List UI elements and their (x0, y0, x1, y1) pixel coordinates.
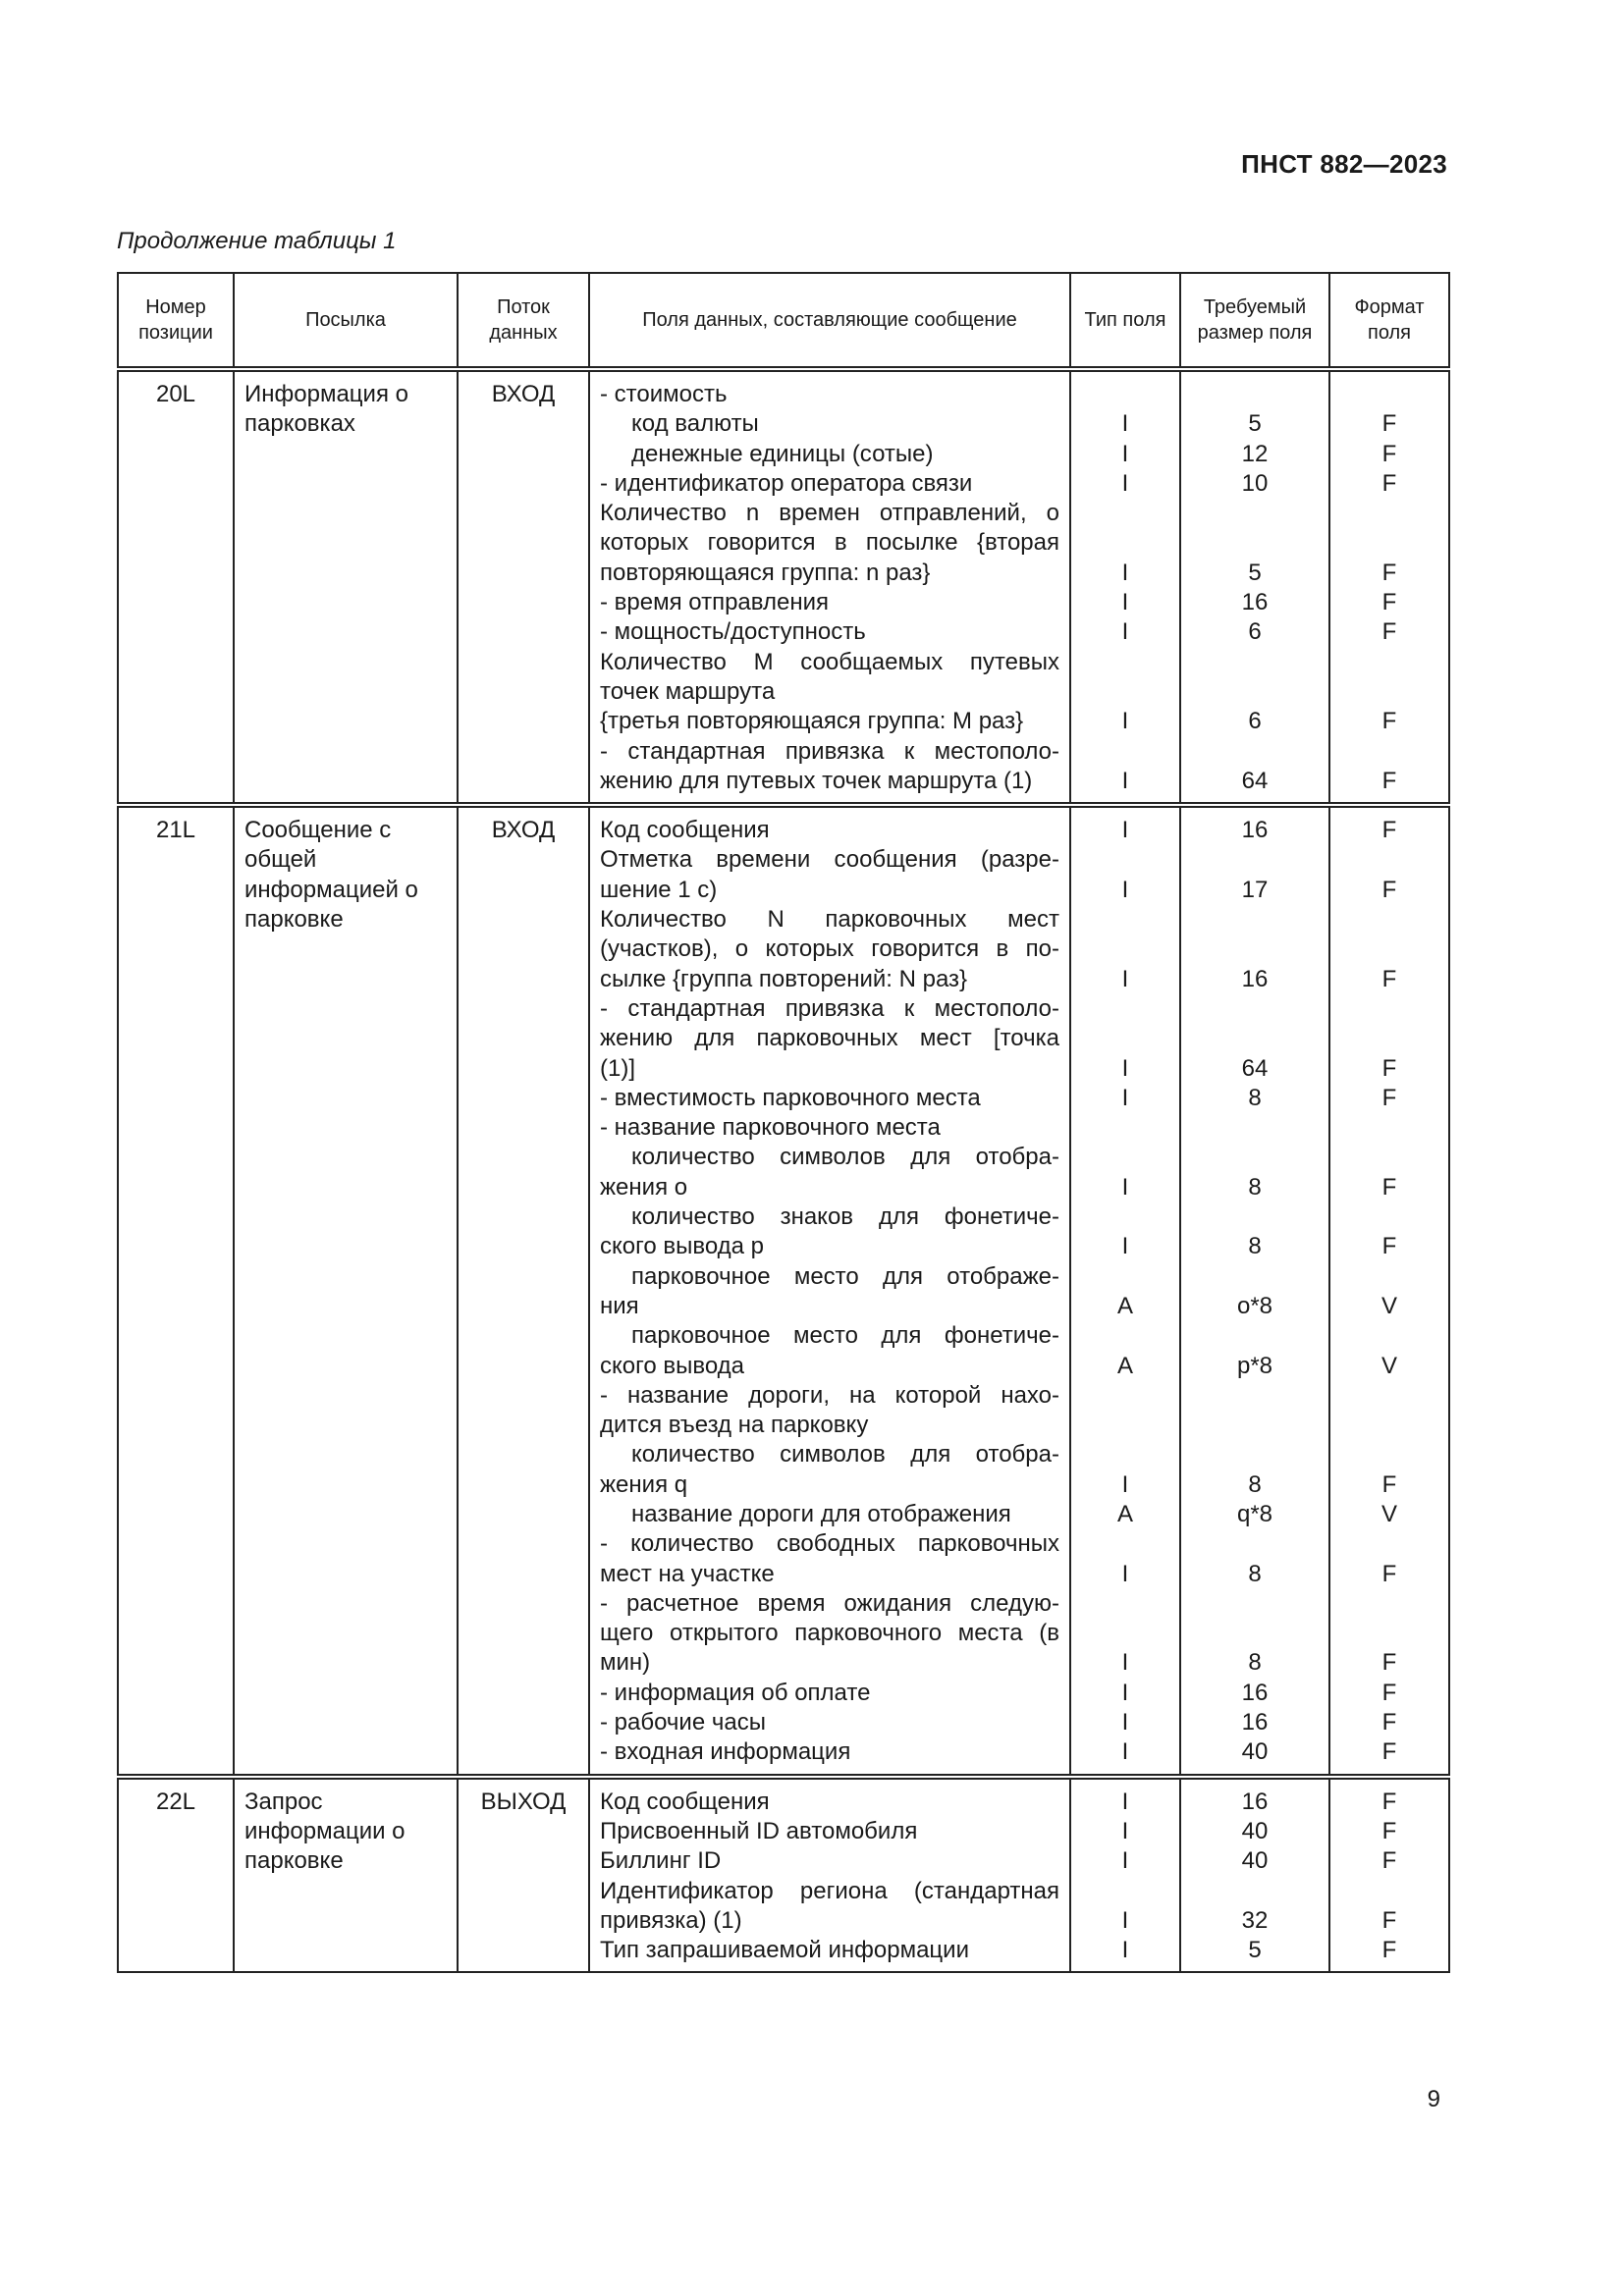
page-number: 9 (1427, 2086, 1440, 2112)
field-line: ского вывода р (600, 1233, 765, 1260)
field-type-value: I (1121, 618, 1129, 646)
standard-code: ПНСТ 882—2023 (1241, 149, 1447, 179)
flow-cell: ВХОД (458, 805, 589, 1777)
field-size-value: 40 (1241, 1817, 1269, 1844)
field-line: количество символов для отобра- (631, 1441, 1059, 1468)
field-format-value (1340, 1113, 1438, 1143)
field-format-value (1340, 1202, 1438, 1232)
field-line: - информация об оплате (600, 1679, 871, 1706)
field-size-value: 16 (1241, 589, 1269, 616)
type-cell (1070, 369, 1180, 805)
field-type-value: I (1121, 559, 1129, 586)
field-line: - мощность/доступность (600, 618, 866, 646)
table-header-row (118, 273, 1449, 369)
field-size-value (1191, 648, 1319, 677)
field-type-value (1081, 845, 1169, 875)
field-format-value: F (1381, 1233, 1397, 1260)
type-cell (1070, 1777, 1180, 1973)
field-format-value: F (1381, 1817, 1397, 1844)
field-format-value (1340, 648, 1438, 677)
field-size-value: q*8 (1236, 1500, 1273, 1527)
size-cell (1180, 369, 1329, 805)
field-type-value (1081, 905, 1169, 934)
field-size-value (1191, 1619, 1319, 1648)
table-row (118, 805, 1449, 1777)
field-size-value: 5 (1248, 1937, 1262, 1964)
field-size-value: 8 (1248, 1560, 1262, 1587)
col-header-type: Тип поля (1070, 273, 1180, 369)
format-cell (1329, 1777, 1449, 1973)
field-format-value (1340, 499, 1438, 528)
field-size-value: 16 (1241, 965, 1269, 992)
col-header-fields: Поля данных, составляющие сообщение (589, 273, 1070, 369)
field-line: Код сообщения (600, 1788, 770, 1815)
field-line: шение 1 с) (600, 876, 718, 903)
field-line: ния (600, 1292, 639, 1319)
field-format-value (1340, 1321, 1438, 1351)
field-type-value (1081, 1202, 1169, 1232)
field-line: Код сообщения (600, 817, 770, 844)
field-size-value (1191, 934, 1319, 964)
field-type-value (1081, 1529, 1169, 1559)
field-size-value: 17 (1241, 876, 1269, 903)
format-cell (1329, 369, 1449, 805)
field-size-value: 8 (1248, 1084, 1262, 1111)
field-format-value: F (1381, 410, 1397, 438)
field-size-value: 8 (1248, 1470, 1262, 1498)
field-size-value (1191, 994, 1319, 1024)
field-size-value (1191, 1024, 1319, 1053)
field-size-value: o*8 (1236, 1292, 1273, 1319)
field-size-value (1191, 499, 1319, 528)
field-size-value: 16 (1241, 1788, 1269, 1815)
field-type-value (1081, 1143, 1169, 1172)
field-format-value: F (1381, 1679, 1397, 1706)
field-type-value: A (1116, 1500, 1133, 1527)
field-line: Количество М сообщаемых путевых (600, 648, 1059, 675)
field-size-value (1191, 1262, 1319, 1292)
col-header-flow: Поток данных (458, 273, 589, 369)
field-size-value (1191, 905, 1319, 934)
flow-cell: ВХОД (458, 369, 589, 805)
field-type-value (1081, 677, 1169, 707)
field-line: (участков), о которых говорится в по- (600, 935, 1059, 963)
field-size-value: 32 (1241, 1906, 1269, 1934)
field-type-value: I (1121, 965, 1129, 992)
field-line: Тип запрашиваемой информации (600, 1937, 969, 1964)
field-line: привязка) (1) (600, 1906, 742, 1934)
col-header-message: Посылка (234, 273, 458, 369)
col-header-position: Номер позиции (118, 273, 234, 369)
field-size-value: 8 (1248, 1173, 1262, 1201)
field-format-value (1340, 737, 1438, 767)
field-type-value: I (1121, 1173, 1129, 1201)
field-size-value (1191, 380, 1319, 409)
field-line: количество символов для отобра- (631, 1144, 1059, 1171)
field-format-value: F (1381, 440, 1397, 467)
field-format-value (1340, 1440, 1438, 1469)
field-line: парковочное место для отображе- (631, 1262, 1059, 1290)
field-type-value (1081, 380, 1169, 409)
field-format-value: V (1380, 1352, 1397, 1379)
field-format-value (1340, 845, 1438, 875)
field-line: которых говорится в посылке {вторая (600, 529, 1059, 557)
field-type-value: I (1121, 1054, 1129, 1082)
field-format-value: F (1381, 1173, 1397, 1201)
field-format-value (1340, 1262, 1438, 1292)
field-format-value: F (1381, 1709, 1397, 1736)
field-type-value: I (1121, 440, 1129, 467)
col-header-size: Требуемый размер поля (1180, 273, 1329, 369)
field-size-value (1191, 677, 1319, 707)
message-cell: Запрос информации о парковке (234, 1777, 458, 1973)
field-size-value (1191, 1589, 1319, 1619)
field-format-value: F (1381, 589, 1397, 616)
field-type-value: I (1121, 410, 1129, 438)
field-type-value: I (1121, 817, 1129, 844)
field-line: жению для путевых точек маршрута (1) (600, 767, 1033, 794)
field-line: Присвоенный ID автомобиля (600, 1817, 918, 1844)
field-line: - расчетное время ожидания следую- (600, 1589, 1059, 1617)
field-type-value: I (1121, 1709, 1129, 1736)
field-format-value: F (1381, 817, 1397, 844)
field-type-value: I (1121, 1649, 1129, 1677)
field-type-value: I (1121, 589, 1129, 616)
field-size-value (1191, 1440, 1319, 1469)
field-line: - вместимость парковочного места (600, 1084, 981, 1111)
field-size-value (1191, 1381, 1319, 1411)
table-continuation-caption: Продолжение таблицы 1 (117, 228, 397, 254)
field-type-value: I (1121, 1906, 1129, 1934)
field-type-value: I (1121, 469, 1129, 497)
position-cell: 20L (118, 369, 234, 805)
field-format-value: F (1381, 1906, 1397, 1934)
field-type-value (1081, 1440, 1169, 1469)
field-line: - название парковочного места (600, 1114, 941, 1142)
position-cell: 21L (118, 805, 234, 1777)
field-format-value (1340, 905, 1438, 934)
field-line: - время отправления (600, 589, 829, 616)
field-format-value: V (1380, 1500, 1397, 1527)
field-line: - название дороги, на которой нахо- (600, 1381, 1059, 1409)
field-format-value (1340, 1529, 1438, 1559)
field-type-value (1081, 1321, 1169, 1351)
field-type-value (1081, 1381, 1169, 1411)
field-format-value: F (1381, 965, 1397, 992)
message-table (117, 272, 1450, 1973)
field-format-value: F (1381, 767, 1397, 794)
field-line: - стандартная привязка к местополо- (600, 737, 1059, 765)
field-format-value (1340, 934, 1438, 964)
field-size-value (1191, 1143, 1319, 1172)
field-type-value (1081, 1877, 1169, 1906)
flow-cell: ВЫХОД (458, 1777, 589, 1973)
field-size-value: 16 (1241, 1679, 1269, 1706)
field-size-value (1191, 1529, 1319, 1559)
field-size-value (1191, 737, 1319, 767)
fields-cell (589, 1777, 1070, 1973)
field-line: денежные единицы (сотые) (631, 440, 934, 467)
field-type-value (1081, 648, 1169, 677)
col-header-format: Формат поля (1329, 273, 1449, 369)
field-line: жения q (600, 1470, 688, 1498)
size-cell (1180, 805, 1329, 1777)
field-size-value (1191, 845, 1319, 875)
field-line: точек маршрута (600, 677, 776, 705)
field-type-value (1081, 499, 1169, 528)
table-row (118, 1777, 1449, 1973)
field-format-value (1340, 1589, 1438, 1619)
field-line: сылке {группа повторений: N раз} (600, 965, 968, 992)
field-format-value: F (1381, 1054, 1397, 1082)
field-size-value: 12 (1241, 440, 1269, 467)
field-size-value: 40 (1241, 1847, 1269, 1875)
field-type-value (1081, 1024, 1169, 1053)
field-type-value: I (1121, 1560, 1129, 1587)
fields-cell (589, 369, 1070, 805)
field-size-value: 16 (1241, 1709, 1269, 1736)
field-format-value: F (1381, 469, 1397, 497)
field-size-value: 8 (1248, 1649, 1262, 1677)
field-type-value: I (1121, 1233, 1129, 1260)
field-size-value: 5 (1248, 559, 1262, 586)
field-format-value: F (1381, 1738, 1397, 1766)
field-format-value: F (1381, 1847, 1397, 1875)
field-format-value (1340, 380, 1438, 409)
field-size-value (1191, 1321, 1319, 1351)
field-size-value: 5 (1248, 410, 1262, 438)
field-line: (1)] (600, 1054, 635, 1082)
field-line: щего открытого парковочного места (в (600, 1620, 1059, 1647)
field-type-value: I (1121, 1937, 1129, 1964)
field-line: дится въезд на парковку (600, 1412, 869, 1439)
field-size-value: 6 (1248, 708, 1262, 735)
field-type-value: I (1121, 1679, 1129, 1706)
field-format-value (1340, 1024, 1438, 1053)
field-line: ского вывода (600, 1352, 745, 1379)
field-type-value: I (1121, 1847, 1129, 1875)
field-format-value (1340, 1619, 1438, 1648)
field-line: Отметка времени сообщения (разре- (600, 846, 1059, 874)
field-size-value: 16 (1241, 817, 1269, 844)
field-type-value: I (1121, 876, 1129, 903)
field-line: парковочное место для фонетиче- (631, 1322, 1059, 1350)
field-type-value: I (1121, 1788, 1129, 1815)
field-type-value (1081, 528, 1169, 558)
field-line: - стандартная привязка к местополо- (600, 994, 1059, 1022)
field-line: мин) (600, 1649, 651, 1677)
field-size-value: 6 (1248, 618, 1262, 646)
field-format-value: F (1381, 618, 1397, 646)
field-type-value: I (1121, 1738, 1129, 1766)
field-format-value: F (1381, 1788, 1397, 1815)
field-line: - рабочие часы (600, 1709, 766, 1736)
message-cell: Информация о парковках (234, 369, 458, 805)
field-size-value: 8 (1248, 1233, 1262, 1260)
field-format-value: F (1381, 559, 1397, 586)
field-type-value: I (1121, 1817, 1129, 1844)
fields-cell (589, 805, 1070, 1777)
position-cell: 22L (118, 1777, 234, 1973)
field-line: мест на участке (600, 1560, 775, 1587)
field-format-value (1340, 528, 1438, 558)
field-type-value (1081, 994, 1169, 1024)
field-size-value: 64 (1241, 1054, 1269, 1082)
table-row (118, 369, 1449, 805)
field-size-value: 40 (1241, 1738, 1269, 1766)
field-line: Количество n времен отправлений, о (600, 500, 1059, 527)
field-type-value (1081, 1619, 1169, 1648)
field-format-value: F (1381, 1560, 1397, 1587)
field-size-value (1191, 1411, 1319, 1440)
field-line: Идентификатор региона (стандартная (600, 1877, 1059, 1904)
field-size-value: p*8 (1236, 1352, 1273, 1379)
field-format-value: V (1380, 1292, 1397, 1319)
field-line: Биллинг ID (600, 1847, 722, 1875)
field-type-value (1081, 737, 1169, 767)
field-format-value (1340, 1877, 1438, 1906)
field-line: Количество N парковочных мест (600, 906, 1059, 934)
format-cell (1329, 805, 1449, 1777)
field-type-value: I (1121, 767, 1129, 794)
field-size-value (1191, 528, 1319, 558)
field-line: название дороги для отображения (631, 1500, 1011, 1527)
field-type-value: I (1121, 1470, 1129, 1498)
field-line: - стоимость (600, 381, 728, 407)
field-line: - идентификатор оператора связи (600, 469, 973, 497)
field-format-value: F (1381, 708, 1397, 735)
field-format-value (1340, 1411, 1438, 1440)
field-line: {третья повторяющаяся группа: М раз} (600, 708, 1024, 735)
field-size-value: 64 (1241, 767, 1269, 794)
field-line: количество знаков для фонетиче- (631, 1203, 1059, 1231)
field-line: - входная информация (600, 1738, 851, 1766)
field-format-value: F (1381, 1937, 1397, 1964)
type-cell (1070, 805, 1180, 1777)
field-line: - количество свободных парковочных (600, 1530, 1059, 1558)
field-size-value (1191, 1202, 1319, 1232)
field-format-value: F (1381, 1470, 1397, 1498)
field-format-value: F (1381, 876, 1397, 903)
field-type-value (1081, 1589, 1169, 1619)
field-type-value: A (1116, 1292, 1133, 1319)
field-line: код валюты (631, 410, 759, 438)
field-line: жению для парковочных мест [точка (600, 1025, 1059, 1052)
field-line: повторяющаяся группа: n раз} (600, 559, 931, 586)
field-type-value (1081, 1411, 1169, 1440)
field-format-value (1340, 677, 1438, 707)
field-format-value: F (1381, 1084, 1397, 1111)
field-type-value: I (1121, 1084, 1129, 1111)
size-cell (1180, 1777, 1329, 1973)
field-size-value (1191, 1113, 1319, 1143)
field-type-value (1081, 1262, 1169, 1292)
field-type-value: A (1116, 1352, 1133, 1379)
field-size-value: 10 (1241, 469, 1269, 497)
field-format-value (1340, 994, 1438, 1024)
field-type-value (1081, 934, 1169, 964)
field-format-value: F (1381, 1649, 1397, 1677)
message-cell: Сообщение с общей информацией о парковке (234, 805, 458, 1777)
field-type-value (1081, 1113, 1169, 1143)
field-format-value (1340, 1143, 1438, 1172)
field-format-value (1340, 1381, 1438, 1411)
field-size-value (1191, 1877, 1319, 1906)
field-type-value: I (1121, 708, 1129, 735)
field-line: жения о (600, 1173, 688, 1201)
